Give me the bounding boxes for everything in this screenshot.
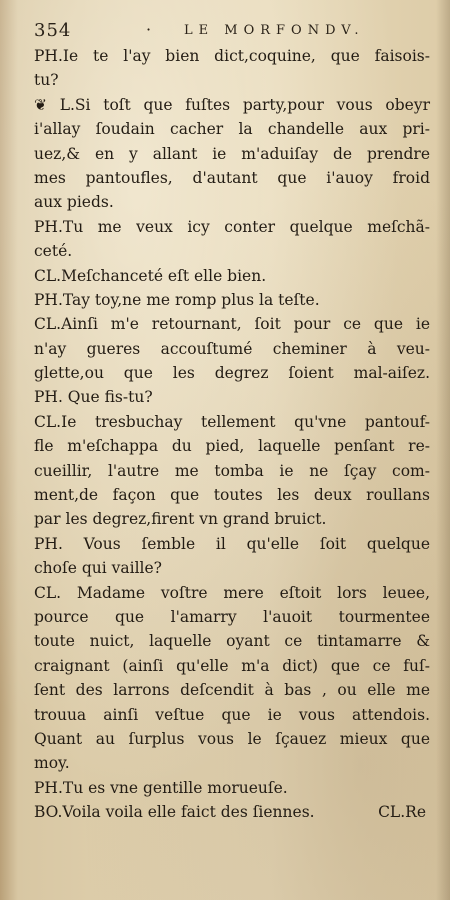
text-line: CL.Meſchanceté eſt elle bien.: [34, 266, 267, 285]
catchword: CL.Re: [378, 803, 426, 821]
text-line: PH.Tay toy,ne me romp plus la teſte.: [34, 290, 320, 309]
text-line: pource que l'amarry l'auoit tourmentee: [34, 607, 430, 626]
text-line: mes pantoufles, d'autant que i'auoy froid: [34, 168, 430, 187]
text-line: PH.Tu me veux icy conter quelque meſchã-: [34, 217, 430, 236]
text-line: aux pieds.: [34, 193, 114, 212]
page-header: [34, 20, 424, 44]
text-line: craignant (ainſi qu'elle m'a dict) que ce fuſ-: [34, 656, 430, 675]
text-line: trouua ainſi veſtue que ie vous attendois.: [34, 705, 430, 724]
text-line: cueillir, l'autre me tomba ie ne ſçay com-: [34, 461, 430, 480]
text-line: par les degrez,firent vn grand bruict.: [34, 510, 327, 529]
text-line: PH.Ie te l'ay bien dict,coquine, que faisois-: [34, 47, 430, 65]
text-line: ment,de façon que toutes les deux roullans: [34, 486, 430, 505]
running-head: LE MORFONDV.: [184, 23, 365, 38]
text-line: fle m'eſchappa du pied, laquelle penſant re-: [34, 437, 430, 456]
text-line: CL.Ainſi m'e retournant, ſoit pour ce que ie: [34, 315, 430, 334]
text-line: PH. Vous ſemble il qu'elle ſoit quelque: [34, 534, 430, 553]
text-line: choſe qui vaille?: [34, 559, 162, 578]
text-line: CL.Ie tresbuchay tellement qu'vne pantouf-: [34, 412, 430, 431]
text-line: moy.: [34, 754, 70, 773]
text-line: ❦ L.Si toſt que fuſtes party,pour vous obeyr: [34, 95, 430, 114]
text-line: PH.Tu es vne gentille morueuſe.: [34, 778, 288, 797]
text-line: toute nuict, laquelle oyant ce tintamarre &: [34, 632, 430, 651]
text-line: CL. Madame voſtre mere eſtoit lors leuee,: [34, 583, 430, 602]
text-line: glette,ou que les degrez ſoient mal-aiſez.: [34, 364, 430, 383]
text-line: Quant au ſurplus vous le ſçauez mieux que: [34, 729, 430, 748]
text-line: BO.Voila voila elle faict des ſiennes.: [34, 803, 315, 822]
text-line: n'ay gueres accouſtumé cheminer à veu-: [34, 339, 430, 358]
text-line: tu?: [34, 71, 59, 90]
text-line: ſent des larrons deſcendit à bas , ou elle me: [34, 681, 430, 700]
header-separator: ·: [146, 20, 152, 39]
text-line: ceté.: [34, 242, 73, 261]
text-line: PH. Que fis-tu?: [34, 388, 153, 407]
dialogue-text: [34, 44, 430, 825]
page-number: 354: [34, 20, 72, 41]
text-line: i'allay ſoudain cacher la chandelle aux pri-: [34, 120, 430, 139]
text-line: uez,& en y allant ie m'aduiſay de prendre: [34, 144, 430, 163]
